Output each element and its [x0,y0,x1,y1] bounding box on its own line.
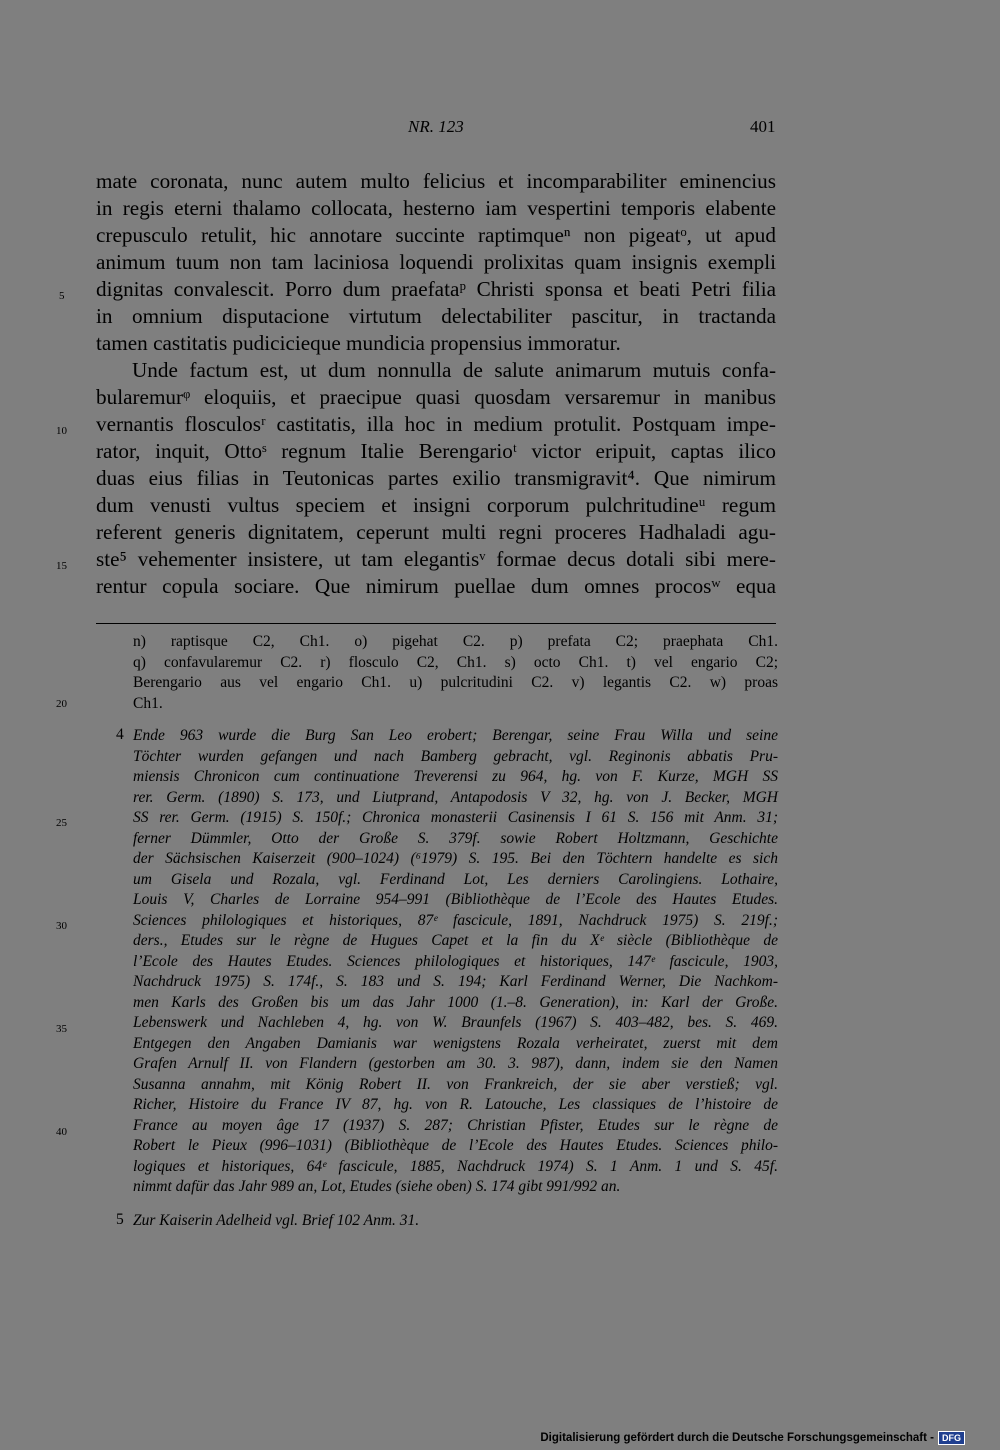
main-line: animum tuum non tam laciniosa loquendi prolixitas quam insignis exempli [96,250,776,274]
main-line: mate coronata, nunc autem multo felicius et incomparabiliter eminencius [96,169,776,193]
footnote-line: ders., Etudes sur le règne de Hugues Capet et la fin du Xᵉ siècle (Bibliothèque de [133,932,778,949]
footnote-number: 5 [116,1211,124,1228]
footnote-line: Töchter wurden gefangen und nach Bamberg gebracht, vgl. Reginonis abbatis Pru- [133,747,778,765]
main-text [96,168,776,600]
line-number: 5 [59,290,65,302]
line-number: 20 [56,698,67,710]
footnote-line: Richer, Histoire du France IV 87, hg. von R. Latouche, Les classiques de l’histoire de [133,1096,778,1113]
footnote-line: der Sächsischen Kaiserzeit (900–1024) (⁶1979) S. 195. Bei den Töchtern handelte es sich [133,850,778,867]
footnote-line: France au moyen âge 17 (1937) S. 287; Christian Pfister, Etudes sur le règne de [133,1116,778,1134]
main-line: vernantis flosculosʳ castitatis, illa hoc in medium protulit. Postquam impe- [96,412,776,436]
main-line: duas eius filias in Teutonicas partes exilio transmigravit⁴. Que nimirum [96,466,776,490]
main-line: referent generis dignitatem, ceperunt multi regni proceres Hadhaladi agu- [96,520,776,544]
main-line: crepusculo retulit, hic annotare succinte raptimqueⁿ non pigeatᵒ, ut apud [96,223,776,247]
footnote-line: logiques et historiques, 64ᵉ fascicule, 1885, Nachdruck 1974) S. 1 Anm. 1 und S. 45f. [133,1157,778,1175]
main-line: dum venusti vultus speciem et insigni corporum pulchritudineᵘ regum [96,493,776,517]
main-line: rator, inquit, Ottoˢ regnum Italie Berengarioᵗ victor eripuit, captas ilico [96,439,776,463]
footer-text: Digitalisierung gefördert durch die Deutsche Forschungsgemeinschaft - [540,1432,934,1444]
variant-line: q) confavularemur C2. r) flosculo C2, Ch1. s) octo Ch1. t) vel engario C2; [133,653,778,671]
footnote-line: Louis V, Charles de Lorraine 954–991 (Bibliothèque de l’Ecole des Hautes Etudes. [133,891,778,908]
variant-line: n) raptisque C2, Ch1. o) pigehat C2. p) prefata C2; praephata Ch1. [133,633,778,650]
footnote-line: ferner Dümmler, Otto der Große S. 379f. sowie Robert Holtzmann, Geschichte [133,829,778,847]
footnote-line: Zur Kaiserin Adelheid vgl. Brief 102 Anm. 31. [133,1212,420,1229]
line-number: 15 [56,560,67,572]
main-line: in omnium disputacione virtutum delectabiliter pascitur, in tractanda [96,304,776,328]
footnote-divider [96,623,776,624]
footnote-line: SS rer. Germ. (1915) S. 150f.; Chronica monasterii Casinensis I 61 S. 156 mit Anm. 31; [133,809,778,826]
footnote-line: Sciences philologiques et historiques, 87ᵉ fascicule, 1891, Nachdruck 1975) S. 219f.; [133,911,778,929]
footnote-5 [133,1211,778,1232]
footnote-line: Susanna annahm, mit König Robert II. von Frankreich, der sie aber verstieß; vgl. [133,1075,778,1093]
main-line: tamen castitatis pudicicieque mundicia propensius immoratur. [96,331,621,355]
footnote-line: men Karls des Großen bis um das Jahr 1000 (1.–8. Generation), in: Karl der Große. [133,993,778,1011]
footnote-line: miensis Chronicon cum continuatione Treverensi zu 964, hg. von F. Kurze, MGH SS [133,768,778,785]
main-line: ste⁵ vehementer insistere, ut tam elegantisᵛ formae decus dotali sibi mere- [96,547,776,571]
variants-apparatus [133,632,778,714]
dfg-logo: DFG [938,1431,965,1445]
line-number: 25 [56,817,67,829]
line-number: 35 [56,1023,67,1035]
footnote-line: Entgegen den Angaben Damianis war wenigstens Rozala verheiratet, zuerst mit dem [133,1034,778,1052]
variant-line: Berengario aus vel engario Ch1. u) pulcritudini C2. v) legantis C2. w) proas [133,674,778,691]
line-number: 30 [56,920,67,932]
footnote-4 [133,726,778,1198]
page-number: 401 [750,117,776,136]
main-line: bularemurᵠ eloquiis, et praecipue quasi quosdam versaremur in manibus [96,385,776,409]
footnote-line: Nachdruck 1975) S. 174f., S. 183 und S. 194; Karl Ferdinand Werner, Die Nachkom- [133,973,778,990]
line-number: 40 [56,1126,67,1138]
line-number: 10 [56,425,67,437]
footnote-line: Lebenswerk und Nachleben 4, hg. von W. Braunfels (1967) S. 403–482, bes. S. 469. [133,1014,778,1031]
footnote-line: Grafen Arnulf II. von Flandern (gestorben am 30. 3. 987), dann, indem sie den Namen [133,1055,778,1072]
variant-line: Ch1. [133,694,163,712]
footnote-line: nimmt dafür das Jahr 989 an, Lot, Etudes (siehe oben) S. 174 gibt 991/992 an. [133,1178,621,1195]
footnote-line: Ende 963 wurde die Burg San Leo erobert; Berengar, seine Frau Willa und seine [133,727,778,744]
footnote-line: um Gisela und Rozala, vgl. Ferdinand Lot, Les derniers Carolingiens. Lothaire, [133,870,778,888]
footnote-line: rer. Germ. (1890) S. 173, und Liutprand, Antapodosis V 32, hg. von J. Becker, MGH [133,788,778,806]
main-line: Unde factum est, ut dum nonnulla de salute animarum mutuis confa- [132,358,776,382]
main-line: rentur copula sociare. Que nimirum puellae dum omnes procosʷ equa [96,574,776,598]
main-line: in regis eterni thalamo collocata, hesterno iam vespertini temporis elabente [96,196,776,220]
footnote-line: Robert le Pieux (996–1031) (Bibliothèque de l’Ecole des Hautes Etudes. Sciences philo- [133,1137,778,1154]
digitization-footer [540,1431,965,1445]
main-line: dignitas convalescit. Porro dum praefataᵖ Christi sponsa et beati Petri filia [96,277,776,301]
running-title: NR. 123 [408,117,464,136]
footnote-line: l’Ecole des Hautes Etudes. Sciences philologiques et historiques, 147ᵉ fascicule, 1903, [133,952,778,970]
footnote-number: 4 [116,726,124,743]
